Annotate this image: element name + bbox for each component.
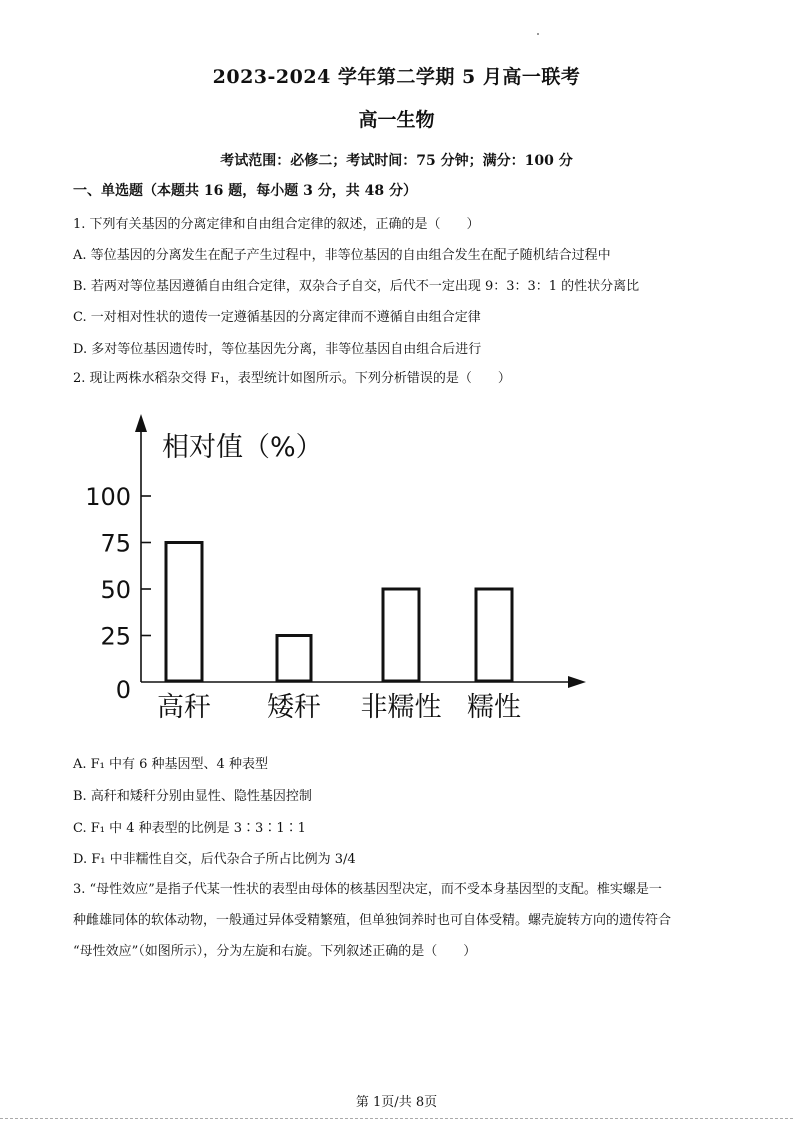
x-axis: [141, 676, 586, 688]
y-tick-label: 75: [100, 529, 131, 558]
y-tick-label: 0: [115, 676, 131, 704]
question-2-option-a: A. F₁ 中有 6 种基因型、4 种表型: [73, 757, 268, 772]
bar-0: [166, 543, 202, 682]
page-title: 2023-2024 学年第二学期 5 月高一联考: [212, 66, 581, 88]
question-3-line-3: “母性效应”（如图所示），分为左旋和右旋。下列叙述正确的是（ ）: [73, 944, 477, 959]
section-title: 一、单选题（本题共 16 题，每小题 3 分，共 48 分）: [73, 183, 417, 199]
x-tick-label: 非糯性: [360, 692, 442, 723]
chart-title: 相对值（%）: [162, 432, 323, 463]
exam-info: 考试范围：必修二；考试时间：75 分钟；满分：100 分: [220, 153, 573, 169]
question-1-option-a: A. 等位基因的分离发生在配子产生过程中，非等位基因的自由组合发生在配子随机结合过程中: [73, 248, 611, 263]
question-1-option-c: C. 一对相对性状的遗传一定遵循基因的分离定律而不遵循自由组合定律: [73, 310, 481, 325]
question-2-option-b: B. 高秆和矮秆分别由显性、隐性基因控制: [73, 789, 312, 804]
x-tick-label: 高秆: [157, 692, 211, 723]
question-3-line-1: 3. “母性效应”是指子代某一性状的表型由母体的核基因型决定，而不受本身基因型的支配。椎实螺是一: [73, 882, 662, 897]
x-tick-label: 糯性: [467, 692, 521, 723]
scan-dot: [537, 33, 539, 35]
question-1-option-b: B. 若两对等位基因遵循自由组合定律，双杂合子自交，后代不一定出现 9：3：3：1 的性状分离比: [73, 279, 640, 294]
y-tick-label: 100: [85, 483, 131, 511]
bar-3: [476, 589, 512, 681]
y-axis-arrow: [135, 414, 147, 432]
y-tick-label: 50: [100, 576, 131, 604]
bars: [166, 543, 512, 682]
bar-2: [383, 589, 419, 681]
page-footer: 第 1页/共 8页: [355, 1095, 438, 1110]
y-tick-label: 25: [100, 622, 131, 651]
x-axis-arrow: [568, 676, 586, 688]
y-axis: [135, 414, 147, 682]
subject-title: 高一生物: [358, 109, 435, 131]
question-1-text: 1. 下列有关基因的分离定律和自由组合定律的叙述，正确的是（ ）: [73, 217, 480, 232]
question-2-text: 2. 现让两株水稻杂交得 F₁，表型统计如图所示。下列分析错误的是（ ）: [73, 371, 511, 386]
question-2-option-d: D. F₁ 中非糯性自交，后代杂合子所占比例为 3/4: [73, 852, 356, 867]
x-tick-labels: [157, 692, 521, 723]
question-1-option-d: D. 多对等位基因遗传时，等位基因先分离，非等位基因自由组合后进行: [73, 342, 482, 357]
bar-chart: [80, 412, 600, 732]
x-tick-label: 矮秆: [267, 692, 321, 723]
question-2-option-c: C. F₁ 中 4 种表型的比例是 3∶3∶1∶1: [73, 821, 306, 836]
footer-rule: [0, 1118, 793, 1119]
question-3-line-2: 种雌雄同体的软体动物，一般通过异体受精繁殖，但单独饲养时也可自体受精。螺壳旋转方向的遗传符合: [73, 913, 672, 928]
bar-1: [277, 636, 311, 682]
